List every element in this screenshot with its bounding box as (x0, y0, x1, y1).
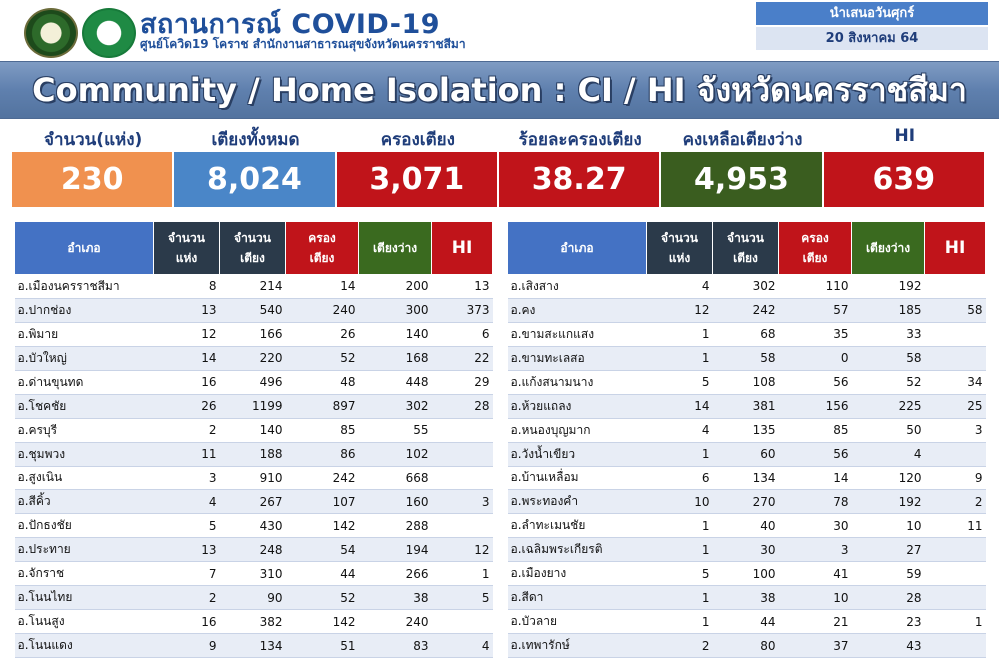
free-cell: 28 (852, 586, 925, 610)
table-row (15, 634, 493, 658)
occupied-cell: 0 (779, 346, 852, 370)
hi-cell: 373 (432, 298, 493, 322)
hi-cell: 5 (432, 586, 493, 610)
count-cell: 5 (154, 514, 220, 538)
table-row (508, 275, 986, 299)
district-name: อ.โนนแดง (15, 634, 154, 658)
hi-cell (925, 562, 986, 586)
col-occupied-line1: ครอง (308, 231, 336, 245)
beds-cell: 58 (713, 346, 779, 370)
district-name: อ.โชคชัย (15, 394, 154, 418)
beds-cell: 214 (220, 275, 286, 299)
occupied-cell: 54 (286, 538, 359, 562)
occupied-cell: 110 (779, 275, 852, 299)
table-row (15, 610, 493, 634)
beds-cell: 267 (220, 490, 286, 514)
count-cell: 12 (154, 322, 220, 346)
district-name: อ.โนนสูง (15, 610, 154, 634)
free-cell: 192 (852, 490, 925, 514)
count-cell: 16 (154, 610, 220, 634)
table-row (15, 538, 493, 562)
count-cell: 1 (647, 586, 713, 610)
ministry-of-public-health-logo (82, 8, 136, 58)
summary-value-free: 4,953 (661, 152, 823, 207)
free-cell: 50 (852, 418, 925, 442)
district-name: อ.สีคิ้ว (15, 490, 154, 514)
beds-cell: 38 (713, 586, 779, 610)
occupied-cell: 51 (286, 634, 359, 658)
beds-cell: 80 (713, 634, 779, 658)
count-cell: 13 (154, 298, 220, 322)
district-name: อ.ปักธงชัย (15, 514, 154, 538)
beds-cell: 310 (220, 562, 286, 586)
occupied-cell: 156 (779, 394, 852, 418)
summary-label-occupied: ครองเตียง (380, 130, 455, 150)
district-name: อ.โนนไทย (15, 586, 154, 610)
banner (0, 61, 999, 119)
district-name: อ.เสิงสาง (508, 275, 647, 299)
beds-cell: 60 (713, 442, 779, 466)
free-cell: 52 (852, 370, 925, 394)
table-row (15, 322, 493, 346)
hi-cell: 6 (432, 322, 493, 346)
hi-cell (432, 610, 493, 634)
count-cell: 12 (647, 298, 713, 322)
district-name: อ.จักราช (15, 562, 154, 586)
table-row (508, 538, 986, 562)
provincial-health-office-logo (24, 8, 78, 58)
free-cell: 59 (852, 562, 925, 586)
free-cell: 4 (852, 442, 925, 466)
table-row (15, 275, 493, 299)
free-cell: 194 (359, 538, 432, 562)
occupied-cell: 14 (779, 466, 852, 490)
free-cell: 120 (852, 466, 925, 490)
col-occupied (286, 222, 359, 275)
occupied-cell: 107 (286, 490, 359, 514)
occupied-cell: 35 (779, 322, 852, 346)
summary-label-hi: HI (894, 126, 916, 146)
count-cell: 26 (154, 394, 220, 418)
beds-cell: 540 (220, 298, 286, 322)
hi-cell: 29 (432, 370, 493, 394)
district-name: อ.เมืองยาง (508, 562, 647, 586)
summary-label-beds: เตียงทั้งหมด (211, 130, 300, 150)
hi-cell (925, 634, 986, 658)
table-row (15, 490, 493, 514)
table-row (15, 418, 493, 442)
hi-cell (925, 442, 986, 466)
count-cell: 9 (154, 634, 220, 658)
hi-cell (432, 418, 493, 442)
district-table-right-body (508, 275, 986, 658)
table-row (15, 394, 493, 418)
occupied-cell: 52 (286, 586, 359, 610)
table-row (15, 298, 493, 322)
district-name: อ.สูงเนิน (15, 466, 154, 490)
banner-title: Community / Home Isolation : CI / HI จังหวัดนครราชสีมา (32, 71, 967, 109)
count-cell: 5 (647, 370, 713, 394)
free-cell: 55 (359, 418, 432, 442)
district-name: อ.ด่านขุนทด (15, 370, 154, 394)
count-cell: 7 (154, 562, 220, 586)
district-name: อ.ประทาย (15, 538, 154, 562)
free-cell: 288 (359, 514, 432, 538)
hi-cell (925, 538, 986, 562)
hi-cell: 3 (432, 490, 493, 514)
district-name: อ.ลำทะเมนชัย (508, 514, 647, 538)
occupied-cell: 78 (779, 490, 852, 514)
beds-cell: 68 (713, 322, 779, 346)
hi-cell (432, 514, 493, 538)
count-cell: 16 (154, 370, 220, 394)
district-name: อ.พระทองคำ (508, 490, 647, 514)
free-cell: 43 (852, 634, 925, 658)
district-name: อ.ปากช่อง (15, 298, 154, 322)
count-cell: 1 (647, 538, 713, 562)
hi-cell: 2 (925, 490, 986, 514)
beds-cell: 188 (220, 442, 286, 466)
beds-cell: 382 (220, 610, 286, 634)
col-occupied-line1: ครอง (801, 231, 829, 245)
free-cell: 300 (359, 298, 432, 322)
table-row (508, 586, 986, 610)
table-row (508, 322, 986, 346)
occupied-cell: 240 (286, 298, 359, 322)
free-cell: 10 (852, 514, 925, 538)
district-name: อ.ชุมพวง (15, 442, 154, 466)
count-cell: 14 (647, 394, 713, 418)
col-count-line1: จำนวน (168, 231, 205, 245)
district-name: อ.วังน้ำเขียว (508, 442, 647, 466)
beds-cell: 220 (220, 346, 286, 370)
beds-cell: 44 (713, 610, 779, 634)
district-name: อ.ขามทะเลสอ (508, 346, 647, 370)
free-cell: 38 (359, 586, 432, 610)
occupied-cell: 21 (779, 610, 852, 634)
district-table-right (507, 221, 986, 658)
free-cell: 27 (852, 538, 925, 562)
col-occupied (779, 222, 852, 275)
free-cell: 83 (359, 634, 432, 658)
table-row (508, 490, 986, 514)
hi-cell: 22 (432, 346, 493, 370)
hi-cell (925, 275, 986, 299)
col-beds (713, 222, 779, 275)
count-cell: 14 (154, 346, 220, 370)
count-cell: 2 (154, 418, 220, 442)
count-cell: 1 (647, 514, 713, 538)
table-row (508, 346, 986, 370)
summary-value-occupied: 3,071 (337, 152, 499, 207)
beds-cell: 910 (220, 466, 286, 490)
col-count-line2: แห่ง (668, 251, 691, 265)
free-cell: 448 (359, 370, 432, 394)
beds-cell: 134 (713, 466, 779, 490)
district-name: อ.บัวใหญ่ (15, 346, 154, 370)
beds-cell: 90 (220, 586, 286, 610)
table-row (508, 418, 986, 442)
free-cell: 240 (359, 610, 432, 634)
free-cell: 23 (852, 610, 925, 634)
table-row (15, 370, 493, 394)
beds-cell: 166 (220, 322, 286, 346)
occupied-cell: 26 (286, 322, 359, 346)
count-cell: 5 (647, 562, 713, 586)
count-cell: 8 (154, 275, 220, 299)
table-row (15, 586, 493, 610)
summary-value-beds: 8,024 (174, 152, 336, 207)
district-name: อ.แก้งสนามนาง (508, 370, 647, 394)
col-beds-line2: เตียง (733, 251, 758, 265)
table-row (508, 562, 986, 586)
beds-cell: 1199 (220, 394, 286, 418)
district-name: อ.สีดา (508, 586, 647, 610)
free-cell: 200 (359, 275, 432, 299)
summary-label-percent: ร้อยละครองเตียง (518, 130, 642, 150)
free-cell: 160 (359, 490, 432, 514)
col-district: อำเภอ (15, 222, 154, 275)
district-name: อ.ครบุรี (15, 418, 154, 442)
beds-cell: 135 (713, 418, 779, 442)
occupied-cell: 86 (286, 442, 359, 466)
beds-cell: 30 (713, 538, 779, 562)
free-cell: 168 (359, 346, 432, 370)
free-cell: 302 (359, 394, 432, 418)
free-cell: 192 (852, 275, 925, 299)
beds-cell: 134 (220, 634, 286, 658)
hi-cell: 25 (925, 394, 986, 418)
occupied-cell: 14 (286, 275, 359, 299)
table-row (508, 370, 986, 394)
occupied-cell: 52 (286, 346, 359, 370)
district-name: อ.ขามสะแกแสง (508, 322, 647, 346)
table-row (15, 514, 493, 538)
district-name: อ.เฉลิมพระเกียรติ (508, 538, 647, 562)
occupied-cell: 3 (779, 538, 852, 562)
summary-value-hi: 639 (824, 152, 986, 207)
district-name: อ.คง (508, 298, 647, 322)
col-count (154, 222, 220, 275)
count-cell: 1 (647, 322, 713, 346)
count-cell: 13 (154, 538, 220, 562)
table-row (508, 394, 986, 418)
district-name: อ.พิมาย (15, 322, 154, 346)
district-table-left (14, 221, 493, 658)
count-cell: 6 (647, 466, 713, 490)
beds-cell: 496 (220, 370, 286, 394)
summary-label-free: คงเหลือเตียงว่าง (682, 130, 803, 150)
table-row (15, 466, 493, 490)
occupied-cell: 30 (779, 514, 852, 538)
count-cell: 2 (154, 586, 220, 610)
col-district: อำเภอ (508, 222, 647, 275)
table-row (508, 298, 986, 322)
col-occupied-line2: เตียง (309, 251, 335, 265)
district-name: อ.ห้วยแถลง (508, 394, 647, 418)
beds-cell: 40 (713, 514, 779, 538)
table-row (508, 442, 986, 466)
district-name: อ.บ้านเหลื่อม (508, 466, 647, 490)
hi-cell: 11 (925, 514, 986, 538)
hi-cell: 1 (432, 562, 493, 586)
occupied-cell: 897 (286, 394, 359, 418)
free-cell: 102 (359, 442, 432, 466)
free-cell: 58 (852, 346, 925, 370)
date-box (756, 2, 988, 50)
col-count-line2: แห่ง (175, 251, 198, 265)
beds-cell: 108 (713, 370, 779, 394)
occupied-cell: 85 (779, 418, 852, 442)
count-cell: 1 (647, 610, 713, 634)
col-hi: HI (432, 222, 493, 275)
summary-label-count: จำนวน(แห่ง) (44, 130, 143, 150)
count-cell: 4 (647, 418, 713, 442)
free-cell: 140 (359, 322, 432, 346)
col-beds (220, 222, 286, 275)
occupied-cell: 41 (779, 562, 852, 586)
beds-cell: 381 (713, 394, 779, 418)
beds-cell: 248 (220, 538, 286, 562)
district-table-left-body (15, 275, 493, 658)
summary-value-count: 230 (12, 152, 174, 207)
page-subtitle: ศูนย์โควิด19 โคราช สำนักงานสาธารณสุขจังหวัดนครราชสีมา (140, 37, 466, 51)
hi-cell (925, 346, 986, 370)
table-row (15, 562, 493, 586)
table-row (15, 346, 493, 370)
hi-cell: 1 (925, 610, 986, 634)
count-cell: 2 (647, 634, 713, 658)
free-cell: 185 (852, 298, 925, 322)
hi-cell (925, 586, 986, 610)
hi-cell: 9 (925, 466, 986, 490)
occupied-cell: 44 (286, 562, 359, 586)
occupied-cell: 57 (779, 298, 852, 322)
col-count (647, 222, 713, 275)
occupied-cell: 85 (286, 418, 359, 442)
beds-cell: 302 (713, 275, 779, 299)
table-row (508, 634, 986, 658)
district-name: อ.เทพารักษ์ (508, 634, 647, 658)
beds-cell: 430 (220, 514, 286, 538)
count-cell: 11 (154, 442, 220, 466)
occupied-cell: 10 (779, 586, 852, 610)
count-cell: 1 (647, 346, 713, 370)
beds-cell: 242 (713, 298, 779, 322)
date-value: 20 สิงหาคม 64 (756, 27, 988, 50)
hi-cell (432, 442, 493, 466)
occupied-cell: 37 (779, 634, 852, 658)
table-row (508, 514, 986, 538)
occupied-cell: 242 (286, 466, 359, 490)
count-cell: 1 (647, 442, 713, 466)
occupied-cell: 56 (779, 370, 852, 394)
header (0, 0, 999, 58)
col-beds-line2: เตียง (240, 251, 265, 265)
hi-cell: 13 (432, 275, 493, 299)
occupied-cell: 56 (779, 442, 852, 466)
col-count-line1: จำนวน (661, 231, 698, 245)
table-row (15, 442, 493, 466)
col-occupied-line2: เตียง (802, 251, 828, 265)
col-hi: HI (925, 222, 986, 275)
hi-cell (432, 466, 493, 490)
table-row (508, 466, 986, 490)
hi-cell (925, 322, 986, 346)
district-name: อ.หนองบุญมาก (508, 418, 647, 442)
district-name: อ.เมืองนครราชสีมา (15, 275, 154, 299)
col-free: เตียงว่าง (852, 222, 925, 275)
hi-cell: 58 (925, 298, 986, 322)
hi-cell: 3 (925, 418, 986, 442)
occupied-cell: 142 (286, 514, 359, 538)
summary-labels (12, 126, 986, 153)
hi-cell: 28 (432, 394, 493, 418)
beds-cell: 140 (220, 418, 286, 442)
occupied-cell: 48 (286, 370, 359, 394)
hi-cell: 34 (925, 370, 986, 394)
count-cell: 4 (154, 490, 220, 514)
free-cell: 266 (359, 562, 432, 586)
occupied-cell: 142 (286, 610, 359, 634)
free-cell: 668 (359, 466, 432, 490)
table-row (508, 610, 986, 634)
count-cell: 4 (647, 275, 713, 299)
col-beds-line1: จำนวน (234, 231, 271, 245)
count-cell: 10 (647, 490, 713, 514)
free-cell: 33 (852, 322, 925, 346)
summary-value-percent: 38.27 (499, 152, 661, 207)
summary-values (12, 152, 986, 207)
col-free: เตียงว่าง (359, 222, 432, 275)
beds-cell: 100 (713, 562, 779, 586)
district-name: อ.บัวลาย (508, 610, 647, 634)
hi-cell: 12 (432, 538, 493, 562)
free-cell: 225 (852, 394, 925, 418)
hi-cell: 4 (432, 634, 493, 658)
page-title: สถานการณ์ COVID-19 (140, 9, 441, 40)
date-label: นำเสนอวันศุกร์ (756, 2, 988, 25)
beds-cell: 270 (713, 490, 779, 514)
col-beds-line1: จำนวน (727, 231, 764, 245)
count-cell: 3 (154, 466, 220, 490)
